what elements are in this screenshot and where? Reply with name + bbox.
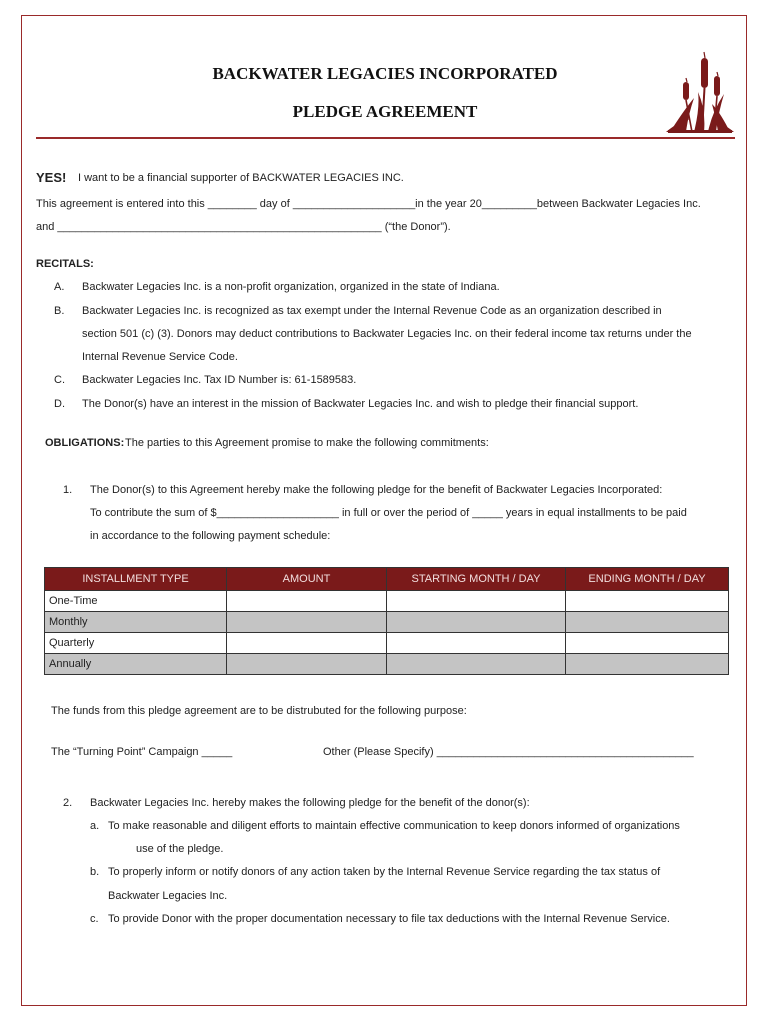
installment-type-cell: Annually bbox=[45, 654, 227, 675]
recital-b-text: section 501 (c) (3). Donors may deduct contributions to Backwater Legacies Inc. on their federal income tax returns under the bbox=[82, 328, 692, 340]
start-date-cell[interactable] bbox=[387, 633, 566, 654]
header-divider bbox=[36, 137, 735, 139]
amount-cell[interactable] bbox=[227, 612, 387, 633]
installment-type-cell: One-Time bbox=[45, 591, 227, 612]
end-date-cell[interactable] bbox=[566, 612, 729, 633]
obligation-1-text: in accordance to the following payment schedule: bbox=[90, 530, 331, 542]
cattail-logo-icon bbox=[664, 48, 736, 134]
sub-item-b-text: To properly inform or notify donors of any action taken by the Internal Revenue Service regarding the tax status of bbox=[108, 866, 661, 878]
recital-b-text: Internal Revenue Service Code. bbox=[82, 351, 238, 363]
obligations-text: The parties to this Agreement promise to make the following commitments: bbox=[125, 437, 489, 449]
start-date-cell[interactable] bbox=[387, 591, 566, 612]
table-row bbox=[45, 633, 729, 654]
obligation-marker: 1. bbox=[63, 484, 73, 496]
recital-marker: C. bbox=[54, 374, 65, 386]
recital-c-text: Backwater Legacies Inc. Tax ID Number is: 61-1589583. bbox=[82, 374, 357, 386]
sub-item-a-text: To make reasonable and diligent efforts to maintain effective communication to keep donors informed of organizations bbox=[108, 820, 680, 832]
yes-label: YES! bbox=[36, 170, 67, 185]
recital-marker: A. bbox=[54, 281, 65, 293]
column-header: ENDING MONTH / DAY bbox=[566, 568, 729, 591]
sub-item-marker: c. bbox=[90, 913, 99, 925]
column-header: STARTING MONTH / DAY bbox=[387, 568, 566, 591]
sub-item-marker: a. bbox=[90, 820, 100, 832]
table-row bbox=[45, 654, 729, 675]
installment-type-cell: Monthly bbox=[45, 612, 227, 633]
table-header-row bbox=[45, 568, 729, 591]
recital-a-text: Backwater Legacies Inc. is a non-profit organization, organized in the state of Indiana. bbox=[82, 281, 500, 293]
purpose-text: The funds from this pledge agreement are to be distrubuted for the following purpose: bbox=[51, 705, 467, 717]
agreement-date-line[interactable]: This agreement is entered into this ________ day of ____________________in the year 20_________between Backwater Legacies Inc. bbox=[36, 198, 701, 210]
document-title: BACKWATER LEGACIES INCORPORATED bbox=[212, 64, 558, 83]
amount-cell[interactable] bbox=[227, 633, 387, 654]
recital-marker: B. bbox=[54, 305, 65, 317]
yes-statement: I want to be a financial supporter of BACKWATER LEGACIES INC. bbox=[78, 172, 404, 184]
sub-item-c-text: To provide Donor with the proper documentation necessary to file tax deductions with the Internal Revenue Service. bbox=[108, 913, 670, 925]
amount-cell[interactable] bbox=[227, 654, 387, 675]
recitals-heading: RECITALS: bbox=[36, 258, 94, 270]
recital-b-text: Backwater Legacies Inc. is recognized as tax exempt under the Internal Revenue Code as an organization described in bbox=[82, 305, 662, 317]
obligation-2-text: Backwater Legacies Inc. hereby makes the following pledge for the benefit of the donor(s): bbox=[90, 797, 530, 809]
other-purpose-option[interactable]: Other (Please Specify) __________________________________________ bbox=[323, 746, 694, 758]
recital-marker: D. bbox=[54, 398, 65, 410]
end-date-cell[interactable] bbox=[566, 633, 729, 654]
end-date-cell[interactable] bbox=[566, 654, 729, 675]
obligation-1-text: The Donor(s) to this Agreement hereby make the following pledge for the benefit of Backwater Legacies Incorporated: bbox=[90, 484, 663, 496]
table-row bbox=[45, 612, 729, 633]
installment-type-cell: Quarterly bbox=[45, 633, 227, 654]
payment-schedule-table bbox=[44, 567, 729, 675]
obligation-marker: 2. bbox=[63, 797, 73, 809]
start-date-cell[interactable] bbox=[387, 612, 566, 633]
donor-name-line[interactable]: and _____________________________________________________ (“the Donor”). bbox=[36, 221, 451, 233]
column-header: INSTALLMENT TYPE bbox=[45, 568, 227, 591]
start-date-cell[interactable] bbox=[387, 654, 566, 675]
column-header: AMOUNT bbox=[227, 568, 387, 591]
sub-item-b-text: Backwater Legacies Inc. bbox=[108, 890, 228, 902]
sub-item-a-text: use of the pledge. bbox=[136, 843, 224, 855]
recital-d-text: The Donor(s) have an interest in the mission of Backwater Legacies Inc. and wish to pledge their financial support. bbox=[82, 398, 639, 410]
table-row bbox=[45, 591, 729, 612]
sub-item-marker: b. bbox=[90, 866, 100, 878]
end-date-cell[interactable] bbox=[566, 591, 729, 612]
turning-point-option[interactable]: The “Turning Point” Campaign _____ bbox=[51, 746, 233, 758]
amount-cell[interactable] bbox=[227, 591, 387, 612]
contribution-sum-line[interactable]: To contribute the sum of $____________________ in full or over the period of _____ years in equal installments to be paid bbox=[90, 507, 687, 519]
obligations-heading: OBLIGATIONS: bbox=[45, 437, 125, 449]
document-subtitle: PLEDGE AGREEMENT bbox=[292, 102, 478, 121]
